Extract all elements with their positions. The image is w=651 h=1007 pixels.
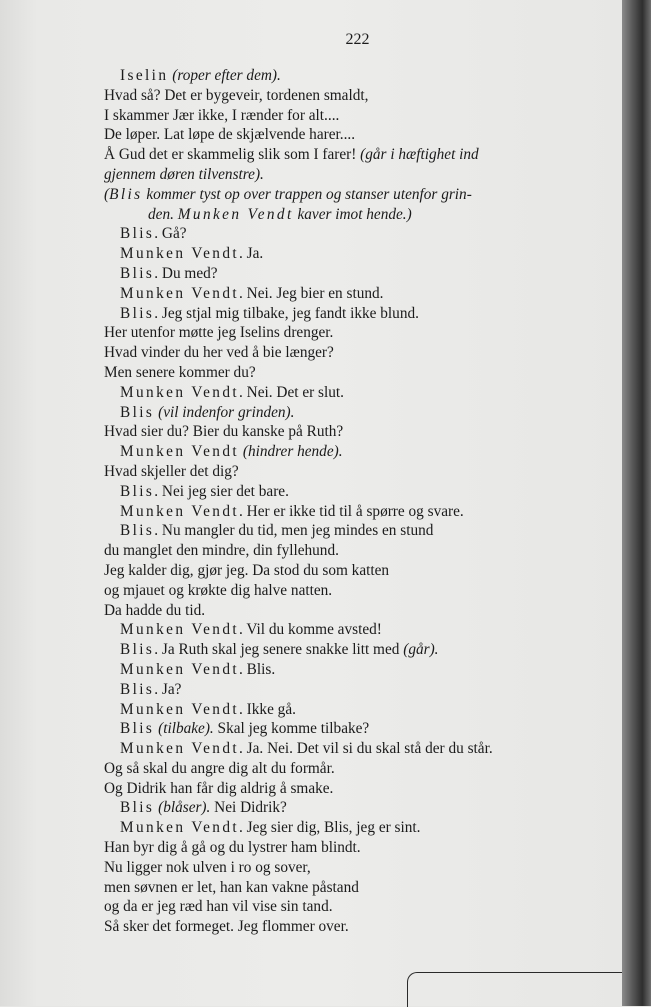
text-segment: . Ja?: [154, 680, 182, 698]
text-line: [104, 640, 612, 660]
text-line: [104, 86, 612, 106]
text-segment: Og så skal du angre dig alt du formår.: [104, 759, 335, 777]
text-line: [104, 422, 612, 442]
text-line: [104, 244, 612, 264]
text-segment: Nu ligger nok ulven i ro og sover,: [104, 858, 311, 876]
text-line: [104, 284, 612, 304]
text-line: [104, 145, 612, 165]
text-segment: . Nu mangler du tid, men jeg mindes en stund: [154, 522, 434, 540]
text-segment: Munken Vendt: [120, 740, 240, 758]
text-segment: Blis: [109, 185, 143, 203]
text-line: [104, 581, 612, 601]
text-segment: men søvnen er let, han kan vakne påstand: [104, 878, 359, 896]
text-segment: Munken Vendt: [120, 502, 240, 520]
text-segment: (roper efter dem).: [172, 67, 281, 84]
text-segment: Å Gud det er skammelig slik som I farer!: [104, 146, 361, 164]
text-segment: du manglet den mindre, din fyllehund.: [104, 542, 339, 560]
text-segment: Munken Vendt: [120, 700, 240, 718]
text-segment: (: [104, 185, 110, 203]
text-segment: Nei Didrik?: [210, 799, 287, 817]
text-line: [104, 383, 612, 403]
text-segment: . Nei jeg sier det bare.: [154, 482, 289, 500]
book-spine: [622, 0, 651, 1006]
text-segment: Skal jeg komme tilbake?: [213, 720, 370, 738]
text-segment: Munken Vendt: [120, 621, 240, 639]
text-line: [104, 779, 612, 799]
text-segment: . Gå?: [154, 225, 187, 243]
text-segment: . Nei. Det er slut.: [239, 383, 344, 401]
text-line: [104, 66, 612, 86]
text-segment: Da hadde du tid.: [104, 601, 206, 619]
text-segment: Blis: [120, 720, 155, 738]
text-segment: Hvad skjeller det dig?: [104, 462, 239, 480]
text-line: [104, 561, 612, 581]
text-line: [104, 798, 612, 818]
text-segment: Blis: [120, 482, 155, 500]
text-line: [104, 363, 612, 383]
text-segment: Blis: [120, 680, 155, 698]
text-line: [104, 878, 612, 898]
text-segment: Jeg kalder dig, gjør jeg. Da stod du som katten: [104, 561, 390, 579]
text-segment: . Du med?: [154, 264, 218, 282]
text-segment: kaver imot hende.): [293, 205, 412, 223]
text-line: [104, 125, 612, 145]
text-segment: I skammer Jær ikke, I rænder for alt....: [104, 106, 340, 124]
text-line: [104, 264, 612, 284]
text-segment: Munken Vendt: [177, 205, 294, 223]
text-line: [104, 403, 612, 423]
text-segment: . Jeg sier dig, Blis, jeg er sint.: [239, 819, 421, 837]
text-line: [104, 205, 612, 225]
text-segment: Her utenfor møtte jeg Iselins drenger.: [104, 324, 334, 342]
text-segment: Men senere kommer du?: [104, 363, 256, 381]
text-line: [104, 502, 612, 522]
text-segment: Blis: [120, 225, 155, 243]
text-segment: Hvad vinder du her ved å bie længer?: [104, 344, 334, 362]
text-segment: Hvad så? Det er bygeveir, tordenen smaldt,: [104, 86, 369, 104]
text-line: [104, 442, 612, 462]
text-line: [104, 719, 612, 739]
text-line: [104, 343, 612, 363]
text-line: [104, 106, 612, 126]
text-segment: Blis: [120, 304, 155, 322]
text-line: [104, 185, 612, 205]
text-segment: Blis: [120, 264, 155, 282]
text-segment: . Ja.: [239, 245, 264, 263]
text-line: [104, 482, 612, 502]
text-segment: gjennem døren tilvenstre).: [104, 165, 264, 183]
text-segment: Munken Vendt: [120, 819, 240, 837]
text-segment: kommer tyst op over trappen og stanser utenfor grin-: [142, 185, 472, 203]
text-line: [104, 700, 612, 720]
text-line: [104, 304, 612, 324]
text-line: [104, 323, 612, 343]
page-corner-mark: [407, 972, 623, 1007]
text-line: [104, 858, 612, 878]
text-line: [104, 165, 612, 185]
verse-text: [104, 66, 612, 937]
text-line: [104, 739, 612, 759]
text-segment: Blis: [120, 522, 155, 540]
text-line: [104, 838, 612, 858]
text-segment: De løper. Lat løpe de skjælvende harer....: [104, 126, 356, 144]
text-line: [104, 759, 612, 779]
text-segment: Han byr dig å gå og du lystrer ham blindt.: [104, 839, 361, 857]
text-line: [104, 680, 612, 700]
text-segment: Blis: [120, 641, 155, 659]
text-segment: . Vil du komme avsted!: [239, 621, 382, 639]
text-segment: . Her er ikke tid til å spørre og svare.: [239, 502, 464, 520]
text-segment: (går).: [403, 641, 439, 659]
text-segment: og mjauet og krøkte dig halve natten.: [104, 581, 333, 599]
text-line: [104, 462, 612, 482]
text-segment: Munken Vendt: [120, 383, 240, 401]
text-segment: Og Didrik han får dig aldrig å smake.: [104, 779, 334, 797]
text-segment: . Jeg stjal mig tilbake, jeg fandt ikke blund.: [154, 304, 419, 322]
text-line: [104, 620, 612, 640]
text-segment: Blis: [120, 403, 155, 421]
text-segment: Blis: [120, 799, 155, 817]
text-segment: Munken Vendt: [120, 443, 240, 461]
text-segment: . Nei. Jeg bier en stund.: [239, 284, 384, 302]
text-segment: (tilbake).: [158, 720, 214, 738]
text-line: [104, 601, 612, 621]
text-segment: (går i hæftighet ind: [360, 146, 479, 164]
text-segment: . Ja Ruth skal jeg senere snakke litt med: [154, 641, 404, 659]
page-number: 222: [345, 31, 370, 48]
text-segment: Munken Vendt: [120, 245, 240, 263]
text-segment: . Ikke gå.: [239, 700, 296, 718]
text-segment: Munken Vendt: [120, 660, 240, 678]
text-line: [104, 521, 612, 541]
text-segment: Hvad sier du? Bier du kanske på Ruth?: [104, 423, 344, 441]
text-line: [104, 818, 612, 838]
text-segment: Munken Vendt: [120, 284, 240, 302]
text-segment: og da er jeg ræd han vil vise sin tand.: [104, 898, 333, 916]
text-segment: (hindrer hende).: [242, 443, 343, 461]
text-segment: . Ja. Nei. Det vil si du skal stå der du står.: [239, 740, 493, 758]
text-segment: (vil indenfor grinden).: [158, 403, 295, 421]
text-segment: (blåser).: [158, 799, 211, 817]
text-line: [104, 897, 612, 917]
text-segment: den.: [148, 205, 178, 223]
text-line: [104, 541, 612, 561]
text-segment: Iselin: [120, 67, 169, 84]
text-line: [104, 224, 612, 244]
text-line: [104, 660, 612, 680]
text-segment: . Blis.: [239, 660, 276, 678]
text-line: [104, 917, 612, 937]
text-segment: Så sker det formeget. Jeg flommer over.: [104, 918, 349, 936]
